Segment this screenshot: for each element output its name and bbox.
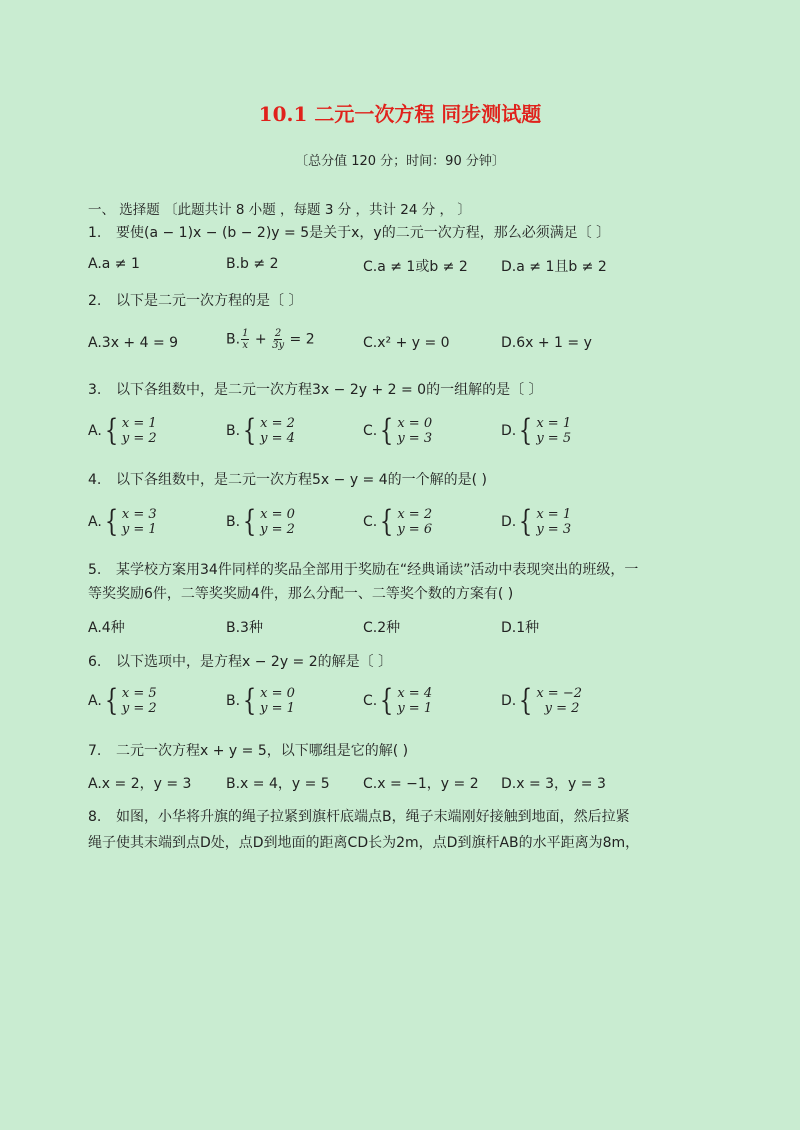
- option-label: B.: [226, 514, 241, 530]
- option-a: A.3x + 4 = 9: [88, 335, 179, 351]
- brace-icon: {: [519, 683, 533, 718]
- question-text-line1: 如图，小华将升旗的绳子拉紧到旗杆底端点B，绳子末端刚好接触到地面，然后拉紧: [116, 809, 630, 825]
- question-number: 5.: [88, 562, 102, 578]
- question-text: 以下是二元一次方程的是〔 〕: [116, 293, 303, 309]
- option-label: D.: [501, 423, 517, 439]
- option-label: D.: [501, 693, 517, 709]
- system-row: y = 2: [260, 522, 295, 537]
- question-text: 以下各组数中，是二元一次方程3x − 2y + 2 = 0的一组解的是〔 〕: [116, 382, 543, 398]
- option-d: [501, 413, 572, 448]
- brace-icon: {: [242, 683, 257, 718]
- question-text: 二元一次方程x + y = 5，以下哪组是它的解( ): [116, 743, 409, 759]
- option-b: [226, 413, 295, 448]
- brace-icon: {: [519, 413, 533, 448]
- brace-icon: {: [519, 504, 533, 539]
- question-3: [88, 379, 543, 399]
- option-label: B.: [226, 331, 241, 348]
- option-c: C.2种: [363, 620, 401, 636]
- option-b: B.x = 4，y = 5: [226, 776, 330, 792]
- system-row: x = 0: [397, 416, 433, 431]
- option-d: D.x = 3，y = 3: [501, 776, 606, 792]
- question-number: 2.: [88, 293, 102, 309]
- option-label: C.: [363, 693, 378, 709]
- question-6: [88, 651, 392, 671]
- numerator: 1: [242, 328, 249, 339]
- question-text: 要使(a − 1)x − (b − 2)y = 5是关于x，y的二元一次方程，那么必须满足〔 〕: [116, 225, 611, 241]
- brace-icon: {: [380, 413, 394, 448]
- fraction: [241, 328, 249, 351]
- option-label: D.: [501, 514, 517, 530]
- page-title: 10.1 二元一次方程 同步测试题: [258, 102, 542, 126]
- option-label: C.: [363, 514, 378, 530]
- option-label: A.: [88, 423, 102, 439]
- option-b: [226, 683, 295, 718]
- option-b: [226, 504, 295, 539]
- option-d: D.1种: [501, 620, 540, 636]
- system-row: x = 1: [536, 507, 572, 522]
- option-b: [226, 328, 315, 351]
- brace-icon: {: [242, 504, 257, 539]
- question-text: 以下各组数中，是二元一次方程5x − y = 4的一个解的是( ): [116, 472, 488, 488]
- question-text: 以下选项中，是方程x − 2y = 2的解是〔 〕: [116, 654, 393, 670]
- system-row: y = 1: [260, 701, 295, 716]
- option-label: A.: [88, 514, 102, 530]
- system-row: y = 4: [260, 431, 295, 446]
- option-d: D.6x + 1 = y: [501, 335, 592, 351]
- question-2: [88, 290, 302, 310]
- denominator: x: [242, 340, 249, 351]
- brace-icon: {: [104, 504, 119, 539]
- system-row: x = 3: [121, 507, 157, 522]
- question-1: [88, 222, 610, 242]
- question-number: 1.: [88, 225, 102, 241]
- option-c: [363, 683, 433, 718]
- question-number: 7.: [88, 743, 102, 759]
- option-d: [501, 504, 572, 539]
- system-row: x = 2: [260, 416, 295, 431]
- system-row: x = 2: [397, 507, 433, 522]
- question-5-line2: 等奖奖励6件，二等奖奖励4件，那么分配一、二等奖个数的方案有( ): [88, 586, 514, 602]
- page-subtitle: 〔总分值 120 分；时间：90 分钟〕: [295, 154, 505, 169]
- system-row: y = 2: [121, 431, 157, 446]
- question-8-line2: 绳子使其末端到点D处，点D到地面的距离CD长为2m，点D到旗杆AB的水平距离为8m，: [88, 835, 640, 851]
- option-c: C.a ≠ 1或b ≠ 2: [363, 259, 468, 275]
- system-row: y = 1: [397, 701, 433, 716]
- option-label: B.: [226, 693, 241, 709]
- question-4: [88, 469, 487, 489]
- numerator: 2: [274, 328, 282, 339]
- system-row: x = 0: [260, 507, 295, 522]
- equation-rhs: = 2: [285, 331, 315, 348]
- brace-icon: {: [242, 413, 257, 448]
- system-row: y = 2: [121, 701, 157, 716]
- option-b: B.3种: [226, 620, 263, 636]
- system-row: x = 1: [121, 416, 157, 431]
- option-a: A.a ≠ 1: [88, 256, 140, 272]
- system-row: x = 4: [397, 686, 433, 701]
- system-row: y = 1: [121, 522, 157, 537]
- operator: +: [250, 331, 272, 348]
- option-d: D.a ≠ 1且b ≠ 2: [501, 259, 607, 275]
- question-number: 3.: [88, 382, 102, 398]
- option-label: A.: [88, 693, 102, 709]
- system-row: x = −2: [536, 686, 582, 701]
- fraction: [272, 328, 284, 351]
- brace-icon: {: [104, 413, 119, 448]
- option-c: C.x = −1，y = 2: [363, 776, 479, 792]
- option-c: C.x² + y = 0: [363, 335, 450, 351]
- question-number: 8.: [88, 809, 102, 825]
- section-heading: 一、 选择题 〔此题共计 8 小题 ，每题 3 分 ，共计 24 分 ， 〕: [88, 202, 471, 218]
- system-row: x = 1: [536, 416, 572, 431]
- brace-icon: {: [380, 683, 394, 718]
- option-a: [88, 413, 157, 448]
- option-label: B.: [226, 423, 241, 439]
- option-a: A.x = 2，y = 3: [88, 776, 192, 792]
- system-row: x = 0: [260, 686, 295, 701]
- system-row: y = 2: [536, 701, 580, 716]
- question-text-line1: 某学校方案用34件同样的奖品全部用于奖励在“经典诵读”活动中表现突出的班级，一: [116, 562, 639, 578]
- option-label: C.: [363, 423, 378, 439]
- option-c: [363, 413, 433, 448]
- question-8: [88, 806, 630, 826]
- denominator: 3y: [272, 340, 285, 351]
- system-row: x = 5: [121, 686, 157, 701]
- question-number: 6.: [88, 654, 102, 670]
- system-row: y = 5: [536, 431, 572, 446]
- option-a: [88, 504, 157, 539]
- question-number: 4.: [88, 472, 102, 488]
- option-b: B.b ≠ 2: [226, 256, 279, 272]
- option-a: [88, 683, 157, 718]
- brace-icon: {: [380, 504, 394, 539]
- option-a: A.4种: [88, 620, 125, 636]
- option-d: [501, 683, 582, 718]
- system-row: y = 3: [397, 431, 433, 446]
- system-row: y = 6: [397, 522, 433, 537]
- option-c: [363, 504, 433, 539]
- question-7: [88, 740, 408, 760]
- brace-icon: {: [104, 683, 119, 718]
- system-row: y = 3: [536, 522, 572, 537]
- question-5: [88, 559, 638, 579]
